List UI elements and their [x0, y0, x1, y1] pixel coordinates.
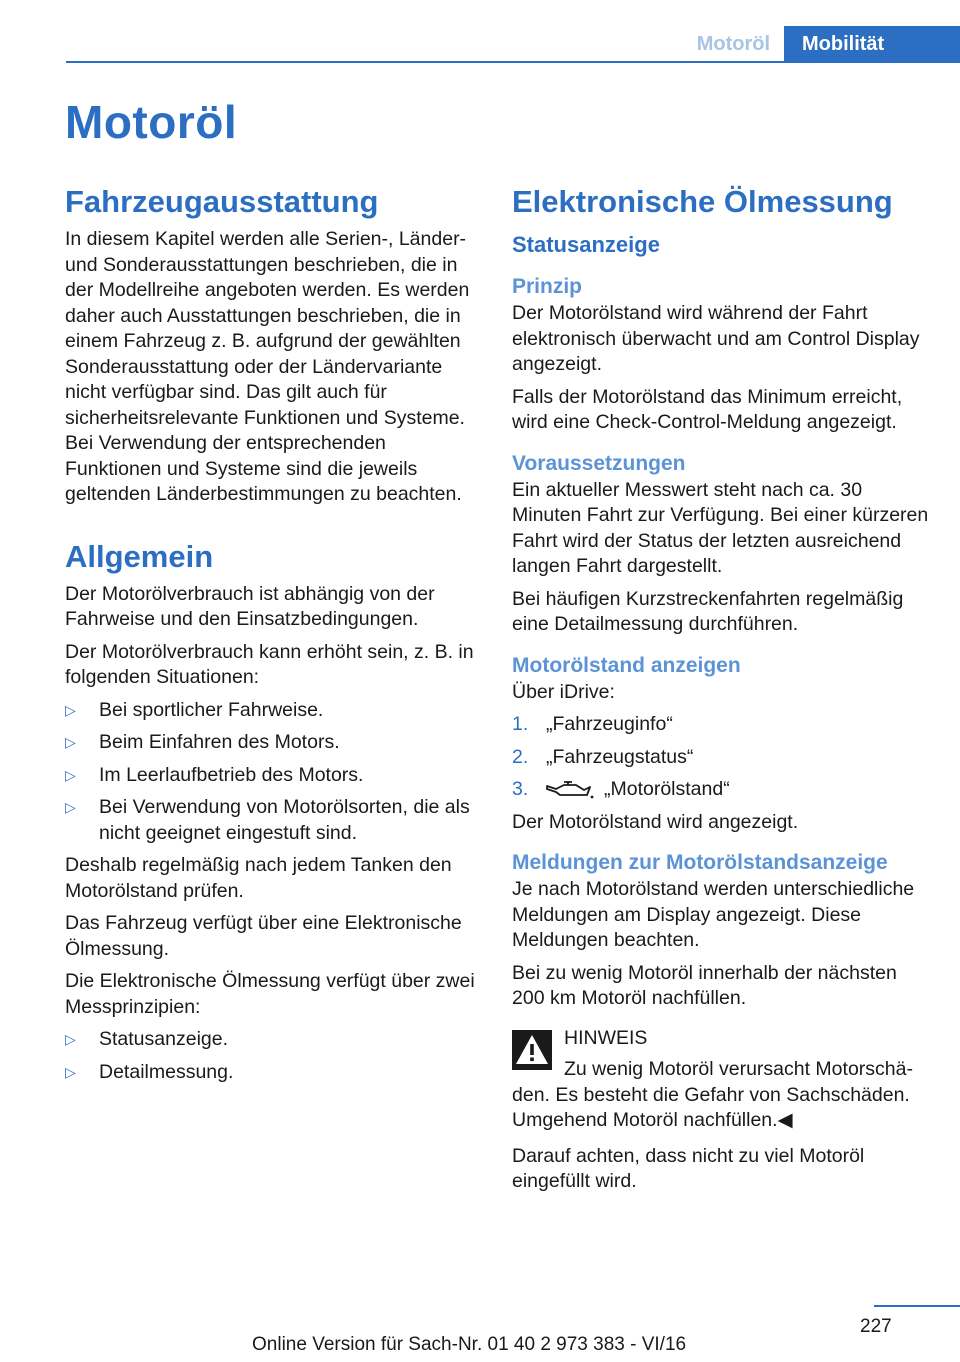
list-item	[512, 777, 930, 803]
paragraph: Der Motorölstand wird während der Fahrt elektronisch überwacht und am Control Display angezeigt.	[512, 302, 920, 375]
step-number: 2.	[512, 745, 529, 768]
heading-allgemein: Allgemein	[65, 538, 214, 574]
list-item	[65, 795, 483, 846]
paragraph: Der Motorölverbrauch kann erhöht sein, z. B. in folgenden Situationen:	[65, 640, 474, 688]
tab-mobilitaet[interactable]: Mobilität	[784, 26, 960, 62]
paragraph: Ein aktueller Messwert steht nach ca. 30 Minuten Fahrt zur Verfügung. Bei einer kürzeren Fahrt wird der Status der letzten ausreichend langen Fahrt dargestellt.	[512, 478, 929, 577]
list-item-text: Im Leerlaufbetrieb des Motors.	[99, 763, 364, 786]
list-item	[65, 698, 483, 724]
list-item	[65, 730, 483, 756]
list-item	[65, 1060, 483, 1086]
left-column	[65, 183, 483, 1092]
list-item-text: Bei sportlicher Fahrweise.	[99, 698, 324, 721]
header-tabs	[683, 26, 960, 62]
heading-statusanzeige: Statusanzeige	[512, 232, 660, 257]
step-text: „Fahrzeugstatus“	[546, 745, 694, 768]
heading-voraussetzungen: Voraussetzungen	[512, 451, 686, 475]
list-item	[512, 712, 930, 738]
heading-prinzip: Prinzip	[512, 275, 583, 298]
list-item-text: Beim Einfahren des Motors.	[99, 731, 340, 753]
tab-motoroel[interactable]: Motoröl	[683, 26, 784, 62]
heading-meldungen: Meldungen zur Motorölstandsanzeige	[512, 851, 888, 874]
page-number: 227	[860, 1316, 892, 1337]
warning-triangle-icon	[512, 1030, 552, 1070]
heading-fahrzeugausstattung: Fahrzeugausstattung	[65, 184, 379, 219]
list-item-text: Bei Verwendung von Motorölsorten, die als nicht geeignet eingestuft sind.	[99, 796, 470, 844]
list-item	[65, 763, 483, 789]
step-number: 1.	[512, 713, 529, 735]
paragraph: Bei zu wenig Motoröl innerhalb der nächsten 200 km Motoröl nachfüllen.	[512, 961, 897, 1009]
oil-can-icon	[546, 780, 594, 800]
triangle-right-icon: ▷	[65, 1063, 76, 1080]
heading-motoroelstand-anzeigen: Motorölstand anzeigen	[512, 653, 741, 677]
step-text: „Fahrzeuginfo“	[546, 713, 673, 735]
step-number: 3.	[512, 778, 529, 800]
paragraph: Der Motorölverbrauch ist abhängig von der Fahrweise und den Einsatzbedingungen.	[65, 582, 435, 630]
page-title: Motoröl	[65, 96, 238, 148]
right-column	[512, 183, 930, 1202]
notice-text-first: Zu wenig Motoröl verursacht Motorschä-	[564, 1058, 913, 1080]
list-item-text: Statusanzeige.	[99, 1028, 229, 1050]
text-fahrzeugausstattung: In diesem Kapitel werden alle Serien-, Länder- und Sonderausstattungen beschrieben, die in der Modellreihe angeboten werden. Es werden daher auch Ausstattungen beschrieben, die in einem Fahrzeug z. B. aufgrund der gewählten Sonderausstattung oder der Ländervariante nicht verfügbar sind. Das gilt auch für sicherheitsrelevante Funktionen und Systeme. Bei Verwendung der entsprechenden Funktionen und Systeme sind die jeweils geltenden Länderbestimmungen zu beachten.	[65, 228, 470, 505]
paragraph: Deshalb regelmäßig nach jedem Tanken den Motorölstand prüfen.	[65, 854, 452, 902]
list-item-text: Detailmessung.	[99, 1060, 234, 1083]
list-item	[65, 1027, 483, 1053]
paragraph: Falls der Motorölstand das Minimum erreicht, wird eine Check-Control-Meldung angezeigt.	[512, 385, 903, 433]
paragraph: Darauf achten, dass nicht zu viel Motoröl eingefüllt wird.	[512, 1144, 865, 1192]
heading-elektronische-oelmessung: Elektronische Ölmessung	[512, 184, 893, 219]
footer-rule	[874, 1305, 960, 1307]
paragraph: Je nach Motorölstand werden unterschiedliche Meldungen am Display angezeigt. Diese Meldungen beachten.	[512, 878, 915, 951]
paragraph: Das Fahrzeug verfügt über eine Elektronische Ölmessung.	[65, 912, 462, 960]
situation-list	[65, 698, 483, 847]
principle-list	[65, 1027, 483, 1085]
paragraph: Über iDrive:	[512, 680, 615, 703]
steps-list	[512, 712, 930, 803]
list-item	[512, 745, 930, 771]
footer-version-line: Online Version für Sach-Nr. 01 40 2 973 383 - VI/16	[252, 1334, 687, 1355]
triangle-right-icon: ▷	[65, 734, 76, 750]
triangle-right-icon: ▷	[65, 766, 76, 783]
notice-text-rest: den. Es besteht die Gefahr von Sachschäden. Umgehend Motoröl nachfüllen.◀	[512, 1083, 910, 1131]
step-text: „Motorölstand“	[604, 778, 730, 800]
header-rule	[66, 61, 960, 63]
triangle-right-icon: ▷	[65, 1031, 76, 1047]
warning-notice	[512, 1026, 930, 1134]
notice-title: HINWEIS	[564, 1026, 648, 1049]
paragraph: Bei häufigen Kurzstreckenfahrten regelmäßig eine Detailmessung durchführen.	[512, 587, 904, 635]
triangle-right-icon: ▷	[65, 701, 76, 718]
triangle-right-icon: ▷	[65, 799, 76, 815]
paragraph: Die Elektronische Ölmessung verfügt über zwei Messprinzipien:	[65, 970, 475, 1018]
paragraph: Der Motorölstand wird angezeigt.	[512, 810, 799, 833]
